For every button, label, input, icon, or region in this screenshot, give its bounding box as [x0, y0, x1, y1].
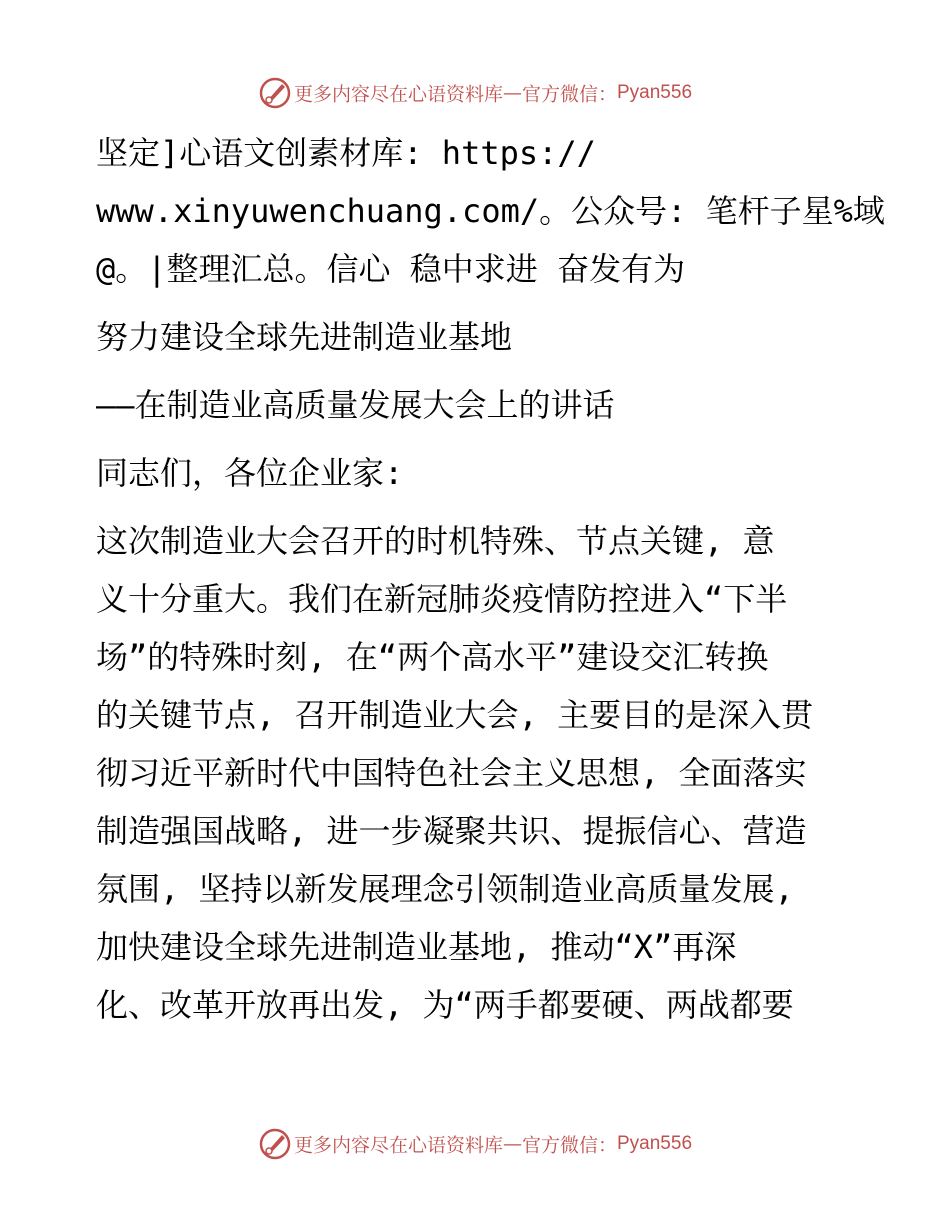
footer-wechat-id: Pyan556: [617, 1133, 693, 1154]
salutation: 同志们，各位企业家:: [96, 454, 404, 492]
header-official-text: 官方微信：: [521, 83, 617, 106]
paragraph-line: 的关键节点, 召开制造业大会, 主要目的是深入贯: [96, 696, 814, 734]
quill-logo-icon: [258, 76, 292, 110]
footer-promo-text: 更多内容尽在心语资料库: [293, 1134, 503, 1157]
footer-banner: [0, 1127, 950, 1161]
header-wechat-id: Pyan556: [617, 82, 693, 103]
paragraph-line: 这次制造业大会召开的时机特殊、节点关键, 意: [96, 522, 775, 560]
footer-official-text: 官方微信：: [521, 1134, 617, 1157]
intro-line: www.xinyuwenchuang.com/。公众号: 笔杆子星%域: [96, 192, 885, 230]
footer-separator: —: [502, 1133, 522, 1155]
document-title: 努力建设全球先进制造业基地: [96, 318, 513, 356]
header-promo-text: 更多内容尽在心语资料库: [293, 83, 503, 106]
intro-line: 坚定]心语文创素材库: https://: [96, 134, 596, 172]
paragraph-line: 化、改革开放再出发, 为“两手都要硬、两战都要: [96, 986, 794, 1024]
paragraph-line: 制造强国战略, 进一步凝聚共识、提振信心、营造: [96, 812, 807, 850]
paragraph-line: 场”的特殊时刻, 在“两个高水平”建设交汇转换: [96, 638, 769, 676]
paragraph-line: 加快建设全球先进制造业基地, 推动“X”再深: [96, 928, 737, 966]
paragraph-line: 氛围, 坚持以新发展理念引领制造业高质量发展,: [96, 870, 794, 908]
paragraph-line: 彻习近平新时代中国特色社会主义思想, 全面落实: [96, 754, 807, 792]
quill-logo-icon: [258, 1127, 292, 1161]
header-separator: —: [502, 82, 522, 104]
paragraph-line: 义十分重大。我们在新冠肺炎疫情防控进入“下半: [96, 580, 788, 618]
header-banner: [0, 76, 950, 110]
document-subtitle: ——在制造业高质量发展大会上的讲话: [96, 386, 615, 424]
intro-line: @。|整理汇总。信心 稳中求进 奋发有为: [96, 250, 686, 288]
document-body: [96, 124, 885, 1034]
